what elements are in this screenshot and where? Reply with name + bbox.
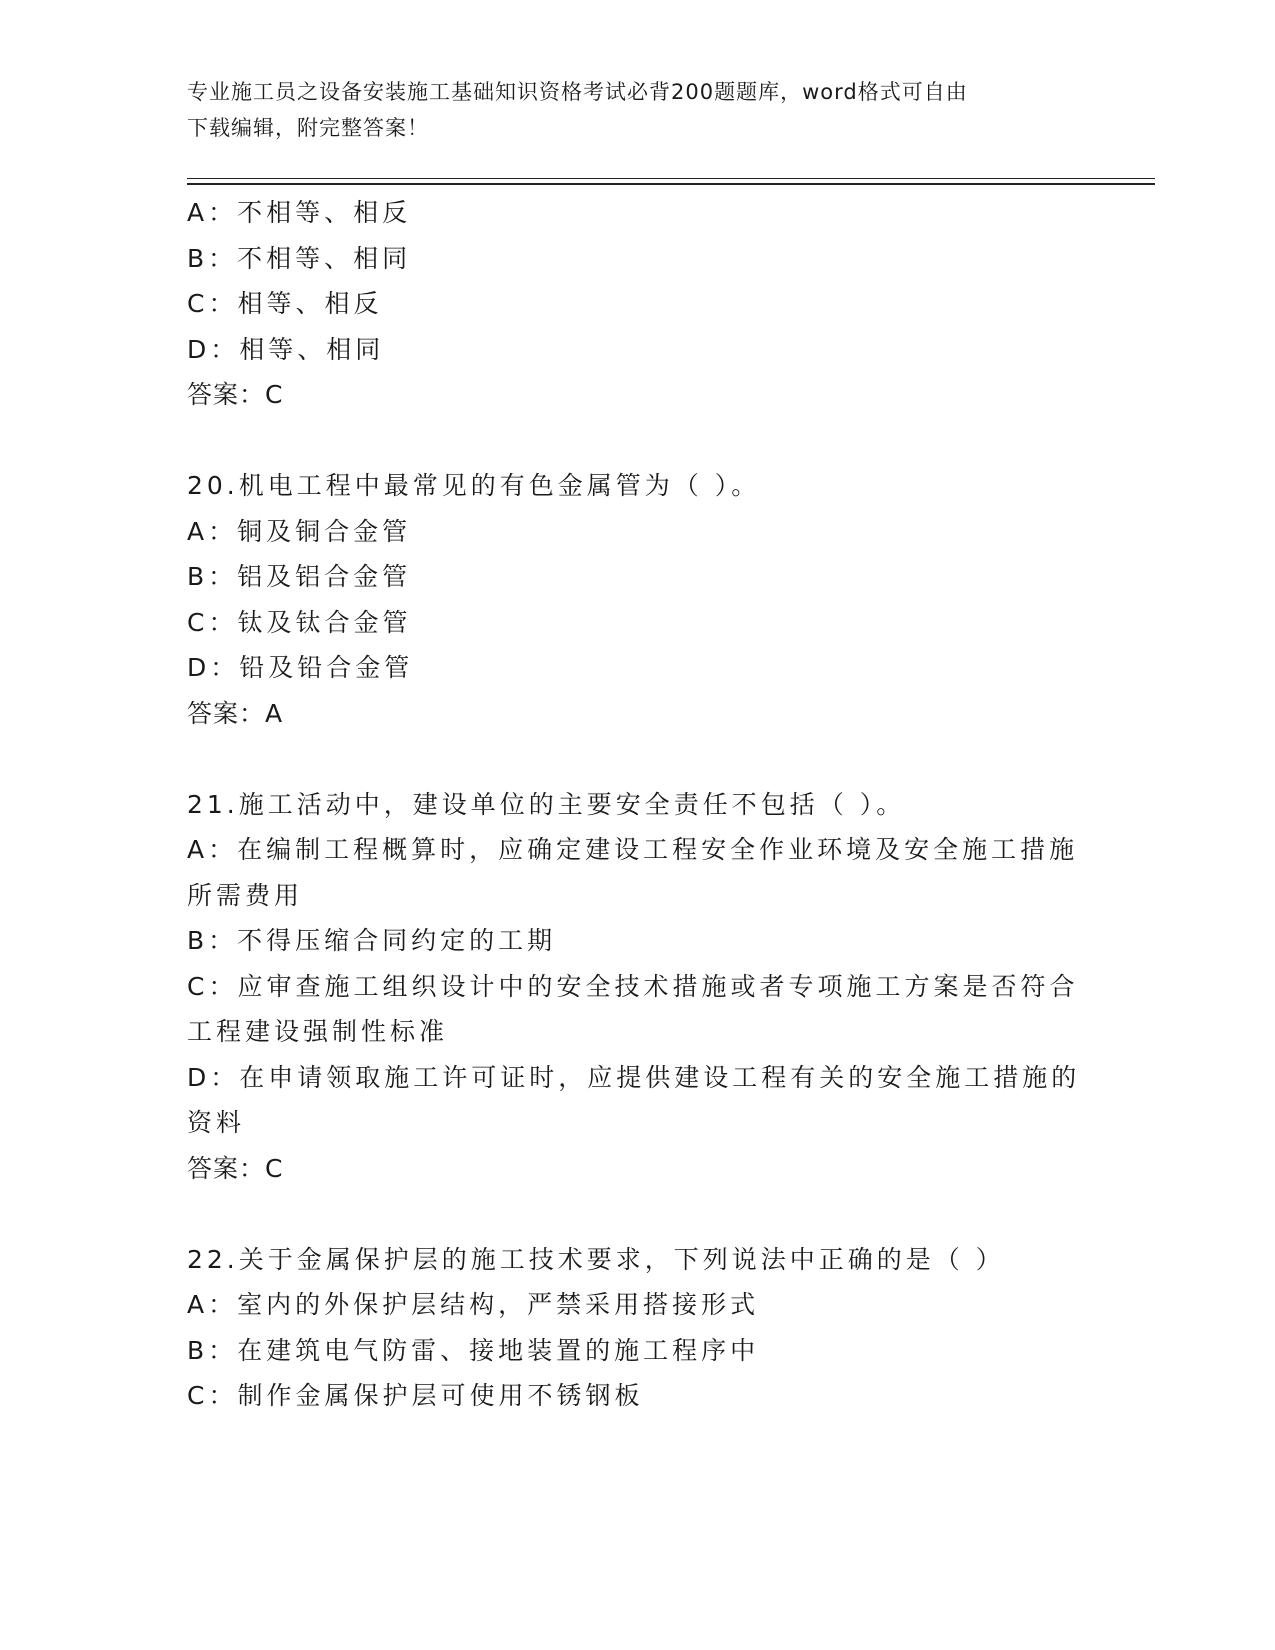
header-line-1: 专业施工员之设备安装施工基础知识资格考试必背200题题库，word格式可自由 (187, 80, 968, 104)
option-b: B：在建筑电气防雷、接地装置的施工程序中 (187, 1335, 760, 1365)
spacer (187, 736, 1087, 782)
header-divider-thin (187, 178, 1155, 179)
header-divider-thick (187, 183, 1155, 185)
option-c: C：钛及钛合金管 (187, 607, 412, 637)
option-a: A：室内的外保护层结构，严禁采用搭接形式 (187, 1290, 760, 1319)
question-21 (187, 782, 1087, 1192)
option-b: B：铝及铝合金管 (187, 562, 412, 591)
option-c: C：制作金属保护层可使用不锈钢板 (187, 1381, 644, 1410)
document-header (187, 74, 1087, 146)
header-line-2: 下载编辑，附完整答案！ (187, 116, 429, 140)
question-stem: 20.机电工程中最常见的有色金属管为（ ）。 (187, 471, 761, 500)
question-stem: 21.施工活动中，建设单位的主要安全责任不包括（ ）。 (187, 789, 906, 819)
answer: 答案：A (187, 698, 284, 728)
option-a: A：不相等、相反 (187, 198, 412, 227)
question-stem: 22.关于金属保护层的施工技术要求，下列说法中正确的是（ ） (187, 1244, 1005, 1274)
question-20 (187, 463, 1087, 736)
option-a: A：铜及铜合金管 (187, 516, 412, 546)
option-d: D：铅及铅合金管 (187, 653, 414, 682)
question-prev (187, 190, 1087, 418)
option-c: C：相等、相反 (187, 289, 383, 318)
spacer (187, 418, 1087, 464)
option-a: A：在编制工程概算时，应确定建设工程安全作业环境及安全施工措施所需费用 (187, 835, 1079, 910)
option-d: D：在申请领取施工许可证时，应提供建设工程有关的安全施工措施的资料 (187, 1062, 1081, 1137)
answer: 答案：C (187, 380, 284, 409)
option-b: B：不得压缩合同约定的工期 (187, 926, 557, 955)
option-d: D：相等、相同 (187, 334, 385, 364)
question-list (187, 190, 1087, 1419)
answer: 答案：C (187, 1153, 284, 1183)
spacer (187, 1191, 1087, 1237)
option-c: C：应审查施工组织设计中的安全技术措施或者专项施工方案是否符合工程建设强制性标准 (187, 971, 1079, 1046)
option-b: B：不相等、相同 (187, 243, 412, 273)
question-22 (187, 1237, 1087, 1419)
